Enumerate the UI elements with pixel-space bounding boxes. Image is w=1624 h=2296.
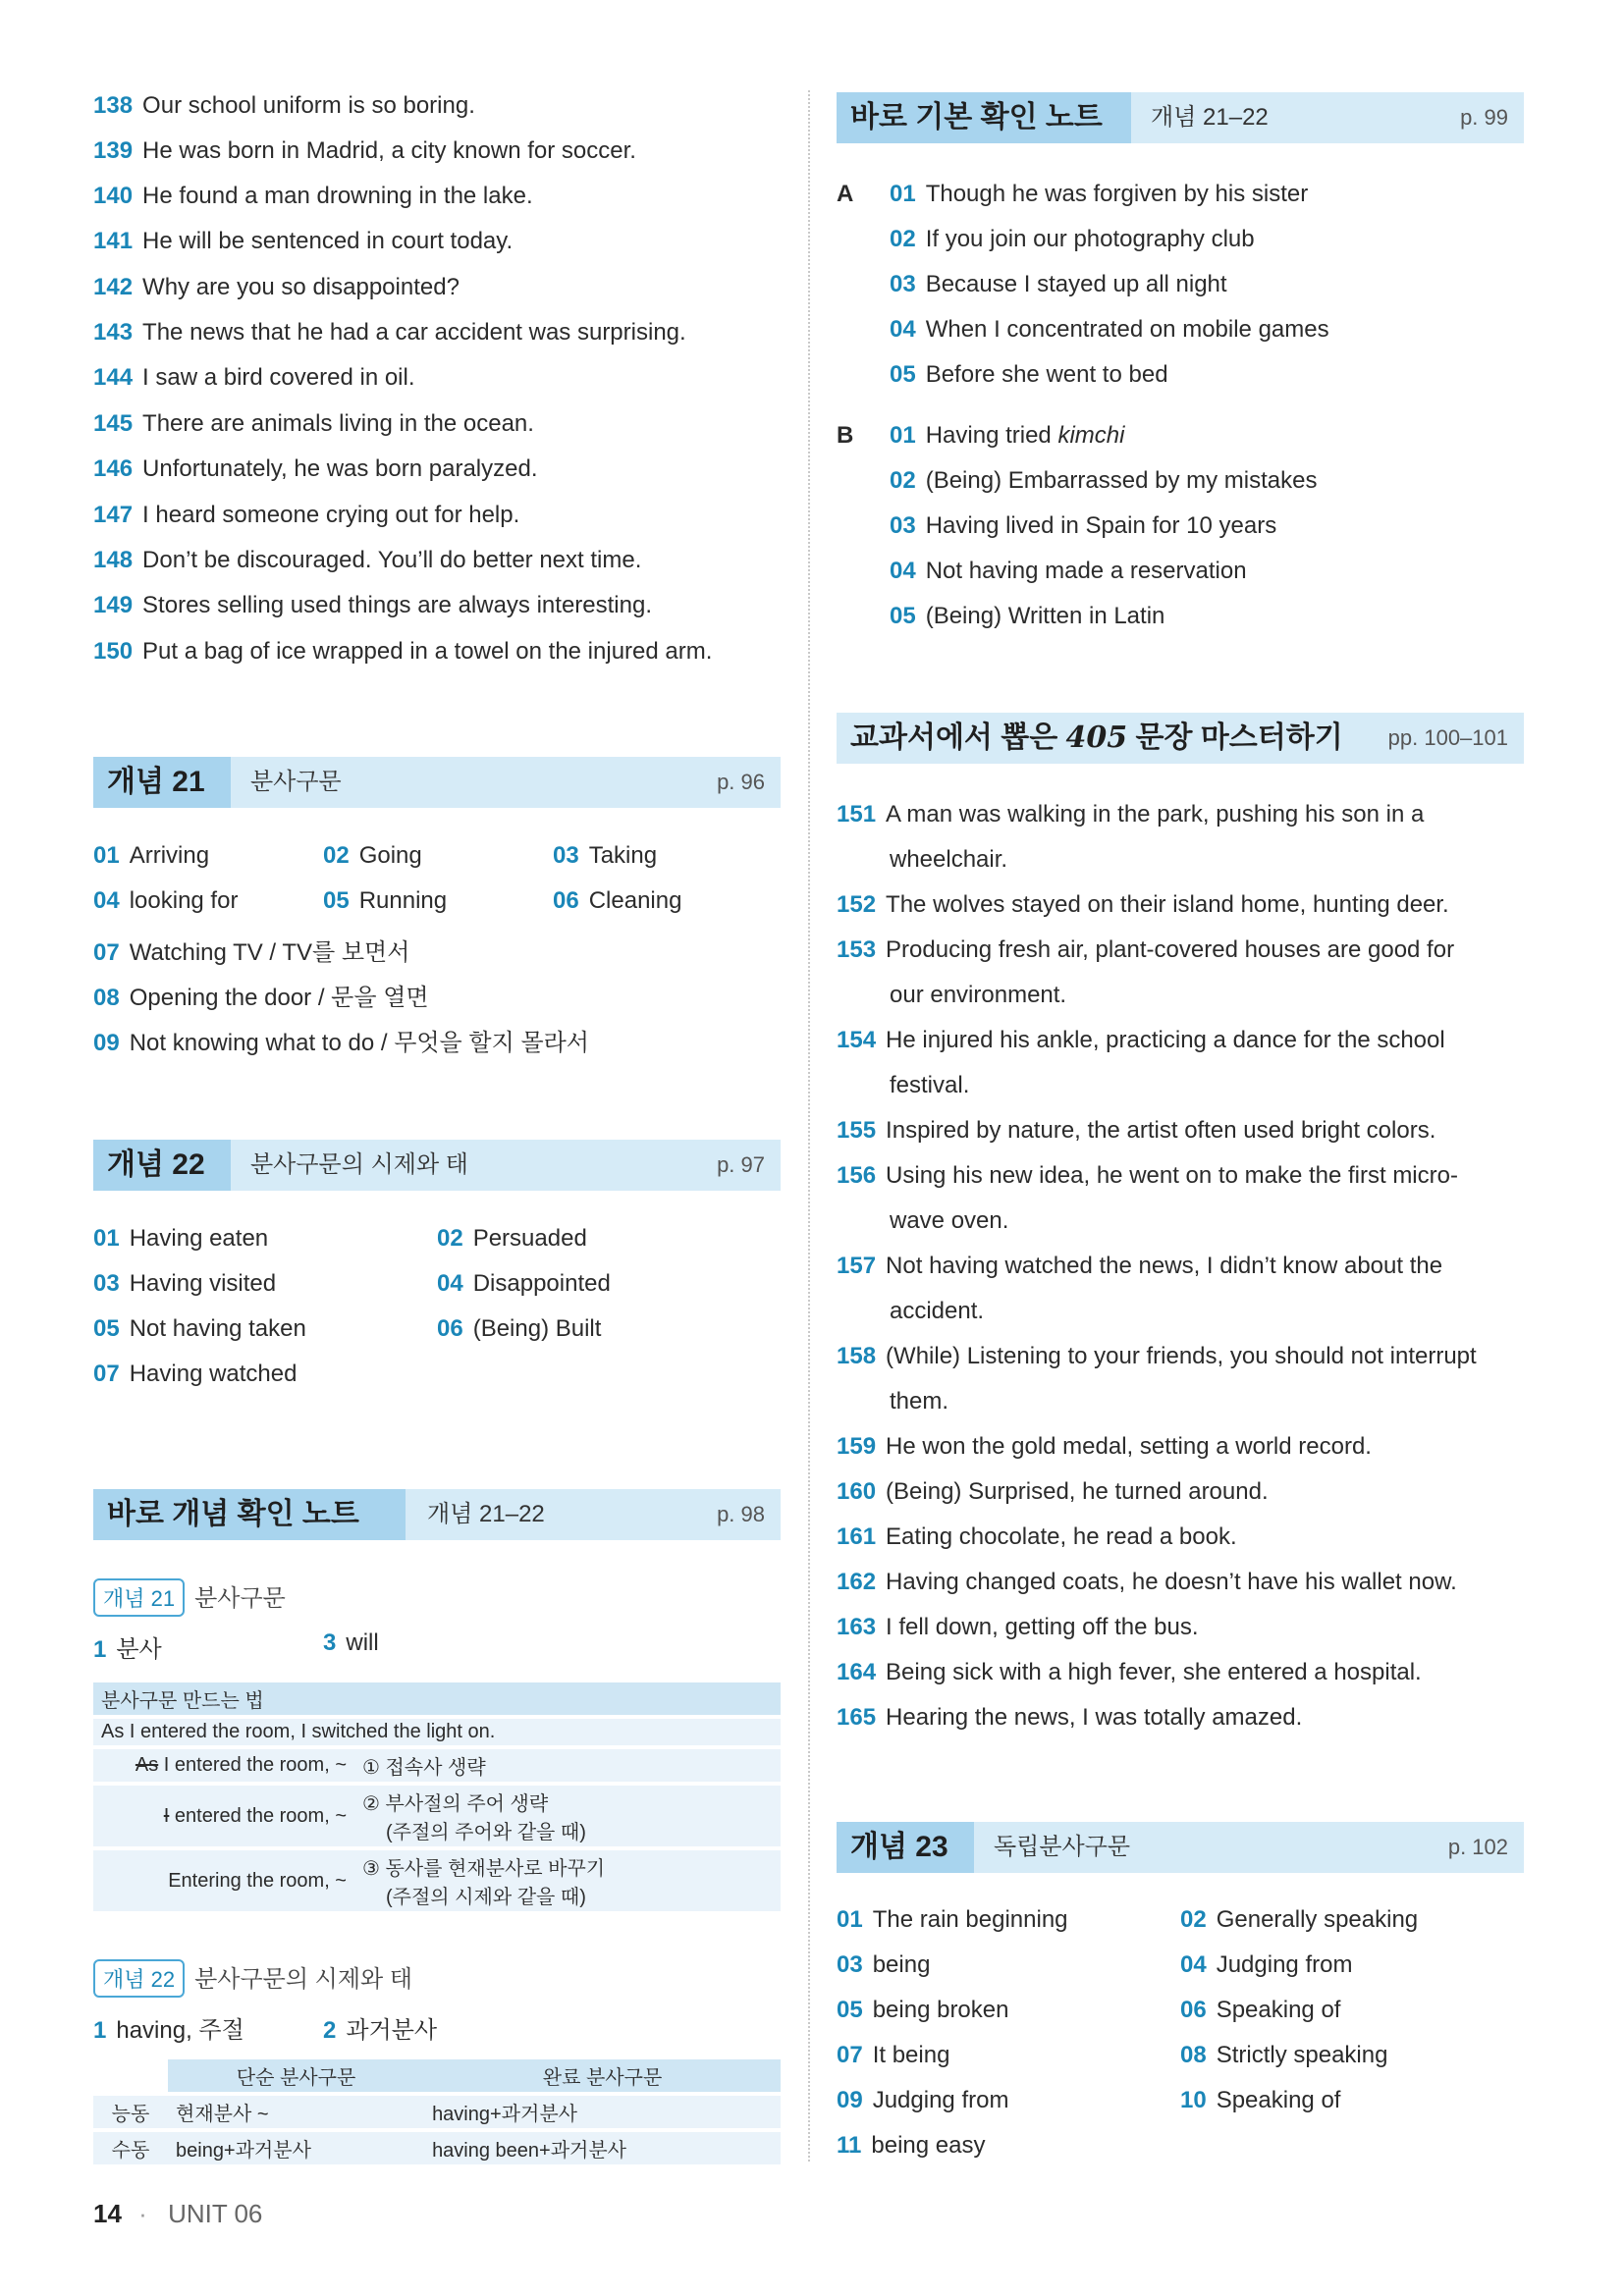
list-item: 07 It being [837, 2042, 950, 2068]
section-title: 개념 22 [93, 1140, 231, 1191]
list-item: 10 Speaking of [1180, 2087, 1341, 2113]
page-footer [93, 2199, 262, 2229]
column-divider [808, 90, 810, 2162]
list-item: 03 Because I stayed up all night [890, 271, 1227, 297]
basic-note-header [837, 92, 1524, 143]
list-item: 01 Having eaten [93, 1225, 269, 1252]
list-item: 145 There are animals living in the ocean. [93, 410, 534, 437]
section-title: 바로 기본 확인 노트 [837, 92, 1131, 143]
concept23-header [837, 1822, 1524, 1873]
list-item: 08 Opening the door / 문을 열면 [93, 985, 429, 1011]
table-cell: having been+과거분사 [424, 2132, 781, 2164]
concept21-note-heading: 개념 21 분사구문 [93, 1578, 286, 1617]
list-item: 03 Having lived in Spain for 10 years [890, 512, 1277, 539]
list-item: 3 will [323, 1629, 379, 1656]
table-cell: ① 접속사 생략 [354, 1749, 781, 1782]
list-item: 05 Not having taken [93, 1315, 306, 1342]
row-label: 능동 [93, 2096, 168, 2128]
list-item: 163 I fell down, getting off the bus. [837, 1614, 1199, 1640]
list-item: 147 I heard someone crying out for help. [93, 502, 520, 528]
list-item: 164 Being sick with a high fever, she entered a hospital. [837, 1659, 1422, 1685]
tense-voice-table [93, 2056, 781, 2168]
table-cell: Entering the room, ~ [93, 1850, 354, 1911]
list-item: 01 Though he was forgiven by his sister [890, 181, 1309, 207]
list-item: 153 Producing fresh air, plant-covered houses are good for our environment. [837, 936, 1455, 1008]
list-item: 04 looking for [93, 887, 239, 914]
table-cell: I entered the room, ~ [93, 1786, 354, 1846]
section-subtitle: 개념 21–22 [1151, 104, 1269, 131]
section-title: 개념 23 [837, 1822, 974, 1873]
section-subtitle: 분사구문의 시제와 태 [250, 1151, 468, 1178]
list-item: 02 Going [323, 842, 422, 869]
list-item: 06 Speaking of [1180, 1997, 1341, 2023]
table-header: 완료 분사구문 [424, 2059, 781, 2092]
table-header: 분사구문 만드는 법 [93, 1682, 781, 1715]
section-subtitle: 분사구문 [250, 769, 342, 795]
table-example: As I entered the room, I switched the light on. [93, 1719, 781, 1745]
list-item: 03 being [837, 1951, 931, 1978]
concept-tag: 개념 22 [93, 1959, 185, 1998]
section-title: 교과서에서 뽑은 405 문장 마스터하기 [850, 721, 1343, 755]
list-item: 04 Judging from [1180, 1951, 1353, 1978]
list-item: 2 과거분사 [323, 2017, 438, 2044]
list-item: 139 He was born in Madrid, a city known for soccer. [93, 137, 636, 164]
list-item: 161 Eating chocolate, he read a book. [837, 1523, 1237, 1550]
list-item: 1 having, 주절 [93, 2017, 244, 2044]
list-item: 07 Having watched [93, 1361, 298, 1387]
list-item: 160 (Being) Surprised, he turned around. [837, 1478, 1269, 1505]
list-item: 156 Using his new idea, he went on to make the first micro- wave oven. [837, 1162, 1458, 1234]
table-cell: having+과거분사 [424, 2096, 781, 2128]
part-b-label: B [837, 422, 854, 449]
section-title: 바로 개념 확인 노트 [93, 1489, 406, 1540]
list-item: 04 Not having made a reservation [890, 558, 1247, 584]
list-item: 152 The wolves stayed on their island home, hunting deer. [837, 891, 1449, 918]
list-item: 148 Don’t be discouraged. You’ll do better next time. [93, 547, 642, 573]
list-item: 150 Put a bag of ice wrapped in a towel on the injured arm. [93, 638, 713, 665]
list-item: 01 Having tried kimchi [890, 422, 1125, 449]
section-subtitle: 독립분사구문 [994, 1834, 1131, 1860]
participle-formation-table [93, 1679, 781, 1915]
table-cell: As I entered the room, ~ [93, 1749, 354, 1782]
list-item: 08 Strictly speaking [1180, 2042, 1388, 2068]
section-subtitle: 개념 21–22 [427, 1501, 545, 1527]
list-item: 154 He injured his ankle, practicing a dance for the school festival. [837, 1027, 1445, 1098]
list-item: 01 The rain beginning [837, 1906, 1068, 1933]
list-item: 05 Running [323, 887, 448, 914]
list-item: 158 (While) Listening to your friends, you should not interrupt them. [837, 1343, 1477, 1415]
concept22-note-heading: 개념 22 분사구문의 시제와 태 [93, 1959, 412, 1998]
list-item: 09 Not knowing what to do / 무엇을 할지 몰라서 [93, 1030, 589, 1056]
table-header: 단순 분사구문 [168, 2059, 424, 2092]
list-item: 138 Our school uniform is so boring. [93, 92, 475, 119]
list-item: 143 The news that he had a car accident was surprising. [93, 319, 686, 346]
list-item: 146 Unfortunately, he was born paralyzed. [93, 455, 538, 482]
list-item: 03 Taking [553, 842, 658, 869]
page-ref: p. 97 [717, 1152, 765, 1177]
list-item: 05 Before she went to bed [890, 361, 1168, 388]
list-item: 149 Stores selling used things are always interesting. [93, 592, 652, 618]
list-item: 144 I saw a bird covered in oil. [93, 364, 415, 391]
list-item: 04 When I concentrated on mobile games [890, 316, 1329, 343]
list-item: 165 Hearing the news, I was totally amazed. [837, 1704, 1303, 1731]
list-item: 157 Not having watched the news, I didn’t know about the accident. [837, 1253, 1443, 1324]
list-item: 03 Having visited [93, 1270, 277, 1297]
list-item: 04 Disappointed [437, 1270, 611, 1297]
list-item: 155 Inspired by nature, the artist often used bright colors. [837, 1117, 1436, 1144]
row-label: 수동 [93, 2132, 168, 2164]
list-item: 02 (Being) Embarrassed by my mistakes [890, 467, 1318, 494]
list-item: 02 Persuaded [437, 1225, 587, 1252]
list-item: 09 Judging from [837, 2087, 1009, 2113]
list-item: 140 He found a man drowning in the lake. [93, 183, 533, 209]
list-item: 07 Watching TV / TV를 보면서 [93, 939, 410, 966]
part-a-label: A [837, 181, 854, 207]
textbook-sentences-header [837, 713, 1524, 764]
concept22-header [93, 1140, 781, 1191]
list-item: 151 A man was walking in the park, pushing his son in a wheelchair. [837, 801, 1425, 873]
table-cell: ③ 동사를 현재분사로 바꾸기 (주절의 시제와 같을 때) [354, 1850, 781, 1911]
list-item: 05 being broken [837, 1997, 1009, 2023]
page-number: 14 [93, 2199, 122, 2228]
list-item: 141 He will be sentenced in court today. [93, 228, 514, 254]
list-item: 01 Arriving [93, 842, 210, 869]
list-item: 142 Why are you so disappointed? [93, 274, 460, 300]
page-ref: p. 99 [1460, 105, 1508, 130]
concept-note-header [93, 1489, 781, 1540]
concept-tag: 개념 21 [93, 1578, 185, 1617]
table-cell: being+과거분사 [168, 2132, 424, 2164]
list-item: 159 He won the gold medal, setting a world record. [837, 1433, 1372, 1460]
footer-separator: · [138, 2199, 147, 2228]
page-ref: pp. 100–101 [1387, 725, 1508, 750]
page-ref: p. 102 [1447, 1835, 1508, 1859]
list-item: 162 Having changed coats, he doesn’t have his wallet now. [837, 1569, 1457, 1595]
list-item: 06 (Being) Built [437, 1315, 602, 1342]
table-cell: ② 부사절의 주어 생략 (주절의 주어와 같을 때) [354, 1786, 781, 1846]
concept21-header [93, 757, 781, 808]
table-cell: 현재분사 ~ [168, 2096, 424, 2128]
page-ref: p. 98 [717, 1502, 765, 1526]
list-item: 1 분사 [93, 1636, 162, 1663]
unit-label: UNIT 06 [168, 2199, 263, 2228]
list-item: 05 (Being) Written in Latin [890, 603, 1165, 629]
page-ref: p. 96 [717, 770, 765, 794]
list-item: 06 Cleaning [553, 887, 682, 914]
list-item: 02 If you join our photography club [890, 226, 1255, 252]
list-item: 02 Generally speaking [1180, 1906, 1419, 1933]
section-title: 개념 21 [93, 757, 231, 808]
list-item: 11 being easy [837, 2132, 986, 2159]
